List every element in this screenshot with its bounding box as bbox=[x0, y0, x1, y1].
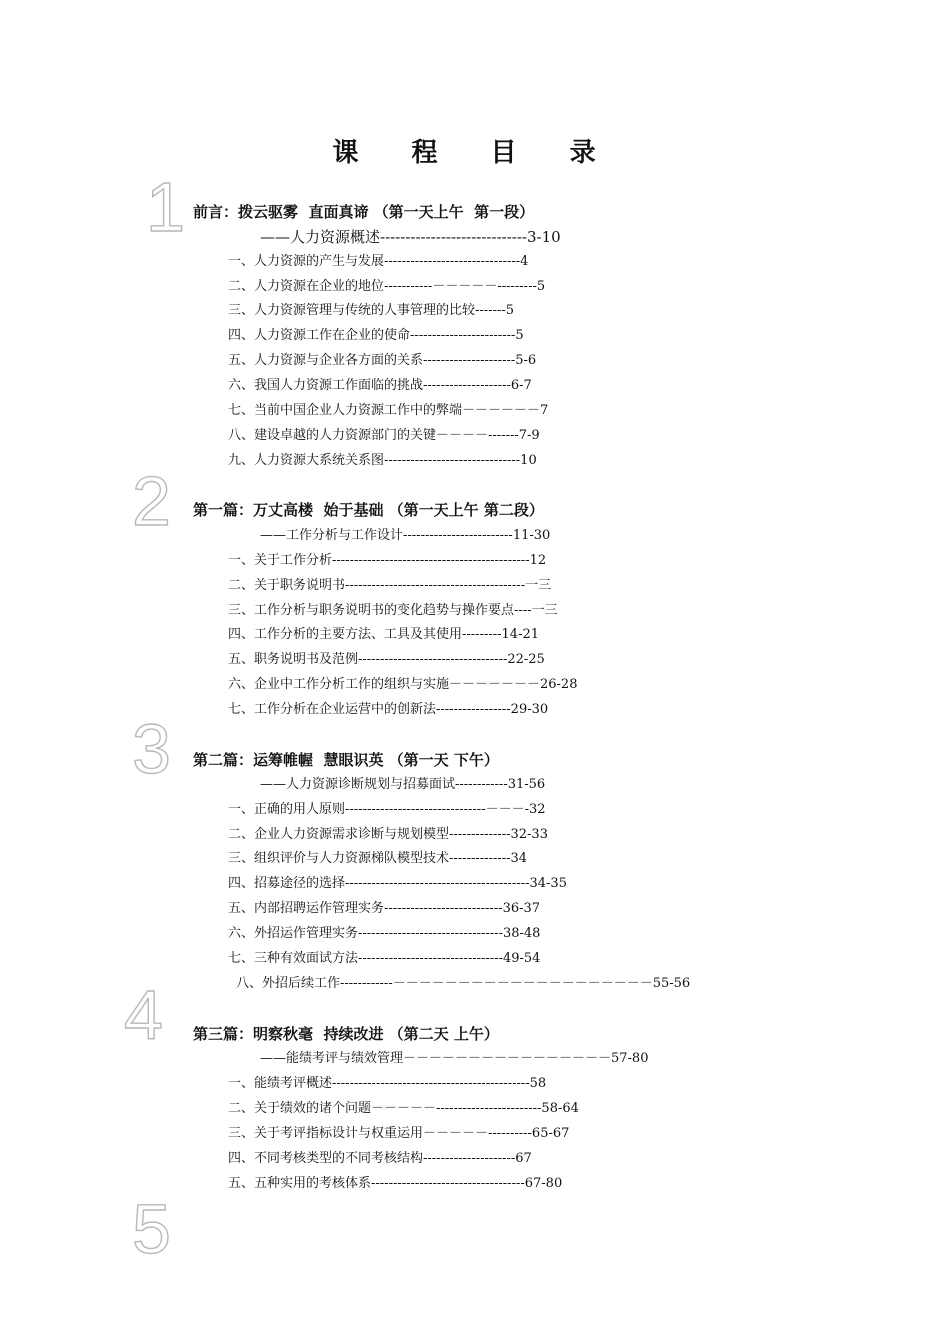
toc-item: 六、我国人力资源工作面临的挑战--------------------6-7 bbox=[228, 378, 532, 393]
section-number-1: 1 bbox=[146, 168, 185, 246]
toc-item: 八、建设卓越的人力资源部门的关键－－－－-------7-9 bbox=[228, 428, 540, 443]
section-subtitle-4: ——能绩考评与绩效管理－－－－－－－－－－－－－－－－57-80 bbox=[260, 1051, 649, 1066]
toc-item: 七、三种有效面试方法---------------------------------49-54 bbox=[228, 951, 541, 966]
toc-item: 四、招募途径的选择------------------------------------------34-35 bbox=[228, 876, 567, 891]
section-heading-1: 前言：拨云驱雾 直面真谛 （第一天上午 第一段） bbox=[193, 203, 535, 221]
section-number-3: 3 bbox=[132, 710, 171, 788]
section-number-5: 5 bbox=[132, 1190, 171, 1268]
toc-item: 七、当前中国企业人力资源工作中的弊端－－－－－－7 bbox=[228, 403, 549, 418]
toc-item: 六、外招运作管理实务---------------------------------38-48 bbox=[228, 926, 541, 941]
page-title: 课 程 目 录 bbox=[332, 138, 618, 168]
toc-item: 三、工作分析与职务说明书的变化趋势与操作要点----一三 bbox=[228, 603, 558, 618]
toc-item: 二、人力资源在企业的地位-----------－－－－－---------5 bbox=[228, 279, 546, 294]
section-subtitle-3: ——人力资源诊断规划与招募面试------------31-56 bbox=[260, 777, 546, 792]
toc-item: 五、人力资源与企业各方面的关系---------------------5-6 bbox=[228, 353, 537, 368]
section-number-2: 2 bbox=[132, 462, 171, 540]
toc-item: 二、企业人力资源需求诊断与规划模型--------------32-33 bbox=[228, 827, 548, 842]
toc-item: 四、人力资源工作在企业的使命------------------------5 bbox=[228, 328, 524, 343]
toc-item: 四、不同考核类型的不同考核结构---------------------67 bbox=[228, 1151, 532, 1166]
toc-item: 七、工作分析在企业运营中的创新法-----------------29-30 bbox=[228, 702, 549, 717]
toc-item: 三、关于考评指标设计与权重运用－－－－－----------65-67 bbox=[228, 1126, 570, 1141]
toc-item: 二、关于职务说明书-----------------------------------------一三 bbox=[228, 578, 552, 593]
section-subtitle-2: ——工作分析与工作设计-------------------------11-30 bbox=[260, 528, 551, 543]
toc-item: 四、工作分析的主要方法、工具及其使用---------14-21 bbox=[228, 627, 540, 642]
toc-item: 二、关于绩效的诸个问题－－－－－------------------------58-64 bbox=[228, 1101, 579, 1116]
toc-item: 九、人力资源大系统关系图-------------------------------10 bbox=[228, 453, 537, 468]
toc-item: 一、人力资源的产生与发展-------------------------------4 bbox=[228, 254, 529, 269]
toc-item: 一、关于工作分析---------------------------------------------12 bbox=[228, 553, 547, 568]
section-subtitle-1: ——人力资源概述-----------------------------3-10 bbox=[260, 228, 561, 246]
section-number-4: 4 bbox=[124, 976, 163, 1054]
toc-item: 三、组织评价与人力资源梯队模型技术--------------34 bbox=[228, 851, 528, 866]
section-heading-3: 第二篇：运筹帷幄 慧眼识英 （第一天 下午） bbox=[193, 751, 499, 769]
section-heading-4: 第三篇：明察秋毫 持续改进 （第二天 上午） bbox=[193, 1025, 499, 1043]
section-heading-2: 第一篇：万丈高楼 始于基础 （第一天上午 第二段） bbox=[193, 501, 544, 519]
toc-item: 八、外招后续工作------------－－－－－－－－－－－－－－－－－－－－55-56 bbox=[236, 976, 691, 991]
toc-item: 三、人力资源管理与传统的人事管理的比较-------5 bbox=[228, 303, 515, 318]
toc-item: 五、内部招聘运作管理实务---------------------------36-37 bbox=[228, 901, 541, 916]
toc-item: 五、职务说明书及范例----------------------------------22-25 bbox=[228, 652, 545, 667]
toc-item: 六、企业中工作分析工作的组织与实施－－－－－－－26-28 bbox=[228, 677, 578, 692]
toc-item: 一、能绩考评概述---------------------------------------------58 bbox=[228, 1076, 547, 1091]
toc-item: 一、正确的用人原则--------------------------------－－－-32 bbox=[228, 802, 546, 817]
toc-item: 五、五种实用的考核体系-----------------------------------67-80 bbox=[228, 1176, 563, 1191]
